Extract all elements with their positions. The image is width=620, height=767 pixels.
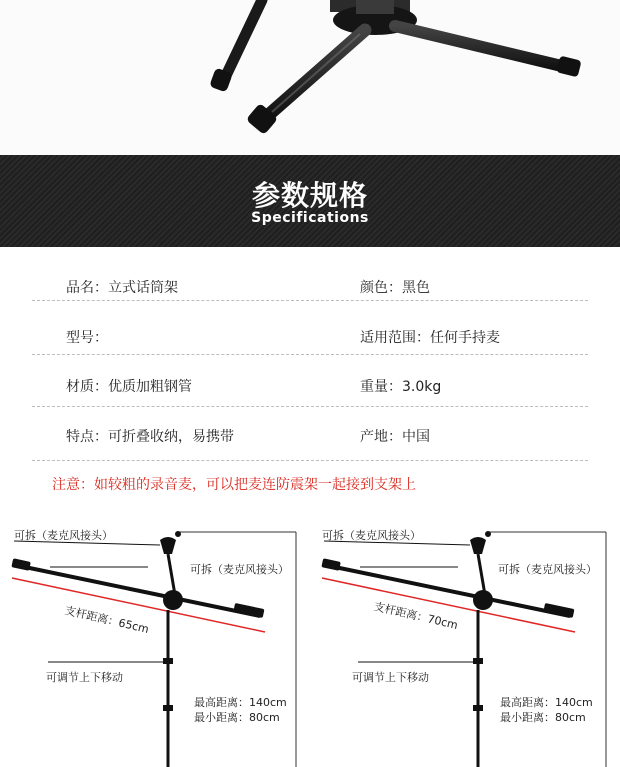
detachable-label-side: 可拆（麦克风接头） bbox=[190, 563, 289, 576]
max-height-label: 最高距离：140cm bbox=[194, 696, 287, 709]
spec-color: 颜色：黑色 bbox=[360, 280, 430, 296]
boom-distance-label: 支杆距离：65cm bbox=[63, 603, 151, 636]
detachable-label-top: 可拆（麦克风接头） bbox=[14, 529, 113, 542]
detachable-label-side: 可拆（麦克风接头） bbox=[498, 563, 597, 576]
stand-base-illustration bbox=[0, 0, 620, 155]
spec-model: 型号： bbox=[66, 330, 108, 346]
spec-range: 适用范围：任何手持麦 bbox=[360, 330, 500, 346]
adjust-label: 可调节上下移动 bbox=[352, 671, 429, 684]
specifications-banner bbox=[0, 155, 620, 247]
spec-material: 材质：优质加粗钢管 bbox=[66, 379, 192, 395]
min-height-label: 最小距离：80cm bbox=[194, 711, 280, 724]
detachable-label-top: 可拆（麦克风接头） bbox=[322, 529, 421, 542]
stand-diagram-70 bbox=[310, 520, 620, 767]
adjust-label: 可调节上下移动 bbox=[46, 671, 123, 684]
spec-divider bbox=[32, 300, 588, 301]
stand-diagram-65 bbox=[0, 520, 310, 767]
spec-weight: 重量：3.0kg bbox=[360, 379, 442, 395]
spec-divider bbox=[32, 354, 588, 355]
max-height-label: 最高距离：140cm bbox=[500, 696, 593, 709]
banner-subtitle: Specifications bbox=[251, 210, 369, 226]
spec-feature: 特点：可折叠收纳，易携带 bbox=[66, 429, 234, 445]
spec-origin: 产地：中国 bbox=[360, 429, 430, 445]
boom-distance-label: 支杆距离：70cm bbox=[372, 599, 460, 632]
spec-divider bbox=[32, 406, 588, 407]
spec-name: 品名：立式话筒架 bbox=[66, 280, 178, 296]
min-height-label: 最小距离：80cm bbox=[500, 711, 586, 724]
product-photo bbox=[0, 0, 620, 155]
spec-divider bbox=[32, 460, 588, 461]
note-text: 注意：如较粗的录音麦，可以把麦连防震架一起接到支架上 bbox=[52, 477, 416, 493]
banner-title: 参数规格 bbox=[251, 179, 368, 212]
